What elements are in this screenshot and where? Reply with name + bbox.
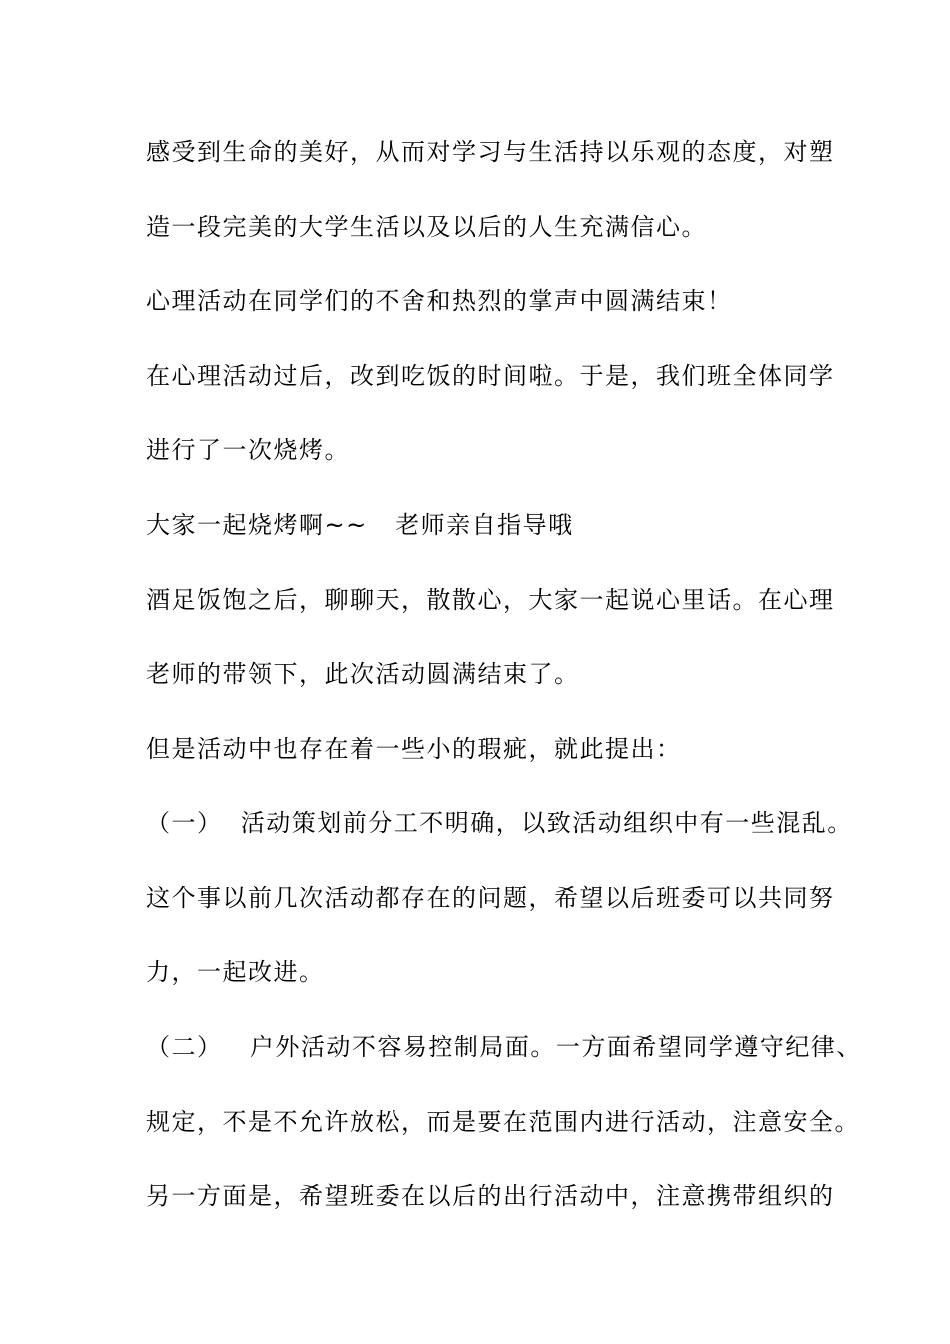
issue-two-line: （二） 户外活动不容易控制局面。一方面希望同学遵守纪律、: [146, 1033, 862, 1061]
paragraph-line: 在心理活动过后，改到吃饭的时间啦。于是，我们班全体同学: [146, 362, 835, 390]
paragraph-line: 进行了一次烧烤。: [146, 436, 350, 464]
issue-one-line: （一） 活动策划前分工不明确，以致活动组织中有一些混乱。: [146, 809, 853, 837]
paragraph-line: 力，一起改进。: [146, 958, 325, 986]
paragraph-line: 酒足饭饱之后，聊聊天，散散心，大家一起说心里话。在心理: [146, 586, 835, 614]
paragraph-line: 造一段完美的大学生活以及以后的人生充满信心。: [146, 213, 707, 241]
paragraph-line: 但是活动中也存在着一些小的瑕疵，就此提出：: [146, 735, 682, 763]
paragraph-line: 规定，不是不允许放松，而是要在范围内进行活动，注意安全。: [146, 1108, 860, 1136]
paragraph-line: 另一方面是，希望班委在以后的出行活动中，注意携带组织的: [146, 1182, 835, 1210]
paragraph-line: 心理活动在同学们的不舍和热烈的掌声中圆满结束！: [146, 287, 733, 315]
paragraph-line: 老师的带领下，此次活动圆满结束了。: [146, 660, 580, 688]
paragraph-line: 感受到生命的美好，从而对学习与生活持以乐观的态度，对塑: [146, 138, 835, 166]
photo-caption-line: 大家一起烧烤啊~~ 老师亲自指导哦: [146, 511, 574, 539]
paragraph-line: 这个事以前几次活动都存在的问题，希望以后班委可以共同努: [146, 884, 835, 912]
